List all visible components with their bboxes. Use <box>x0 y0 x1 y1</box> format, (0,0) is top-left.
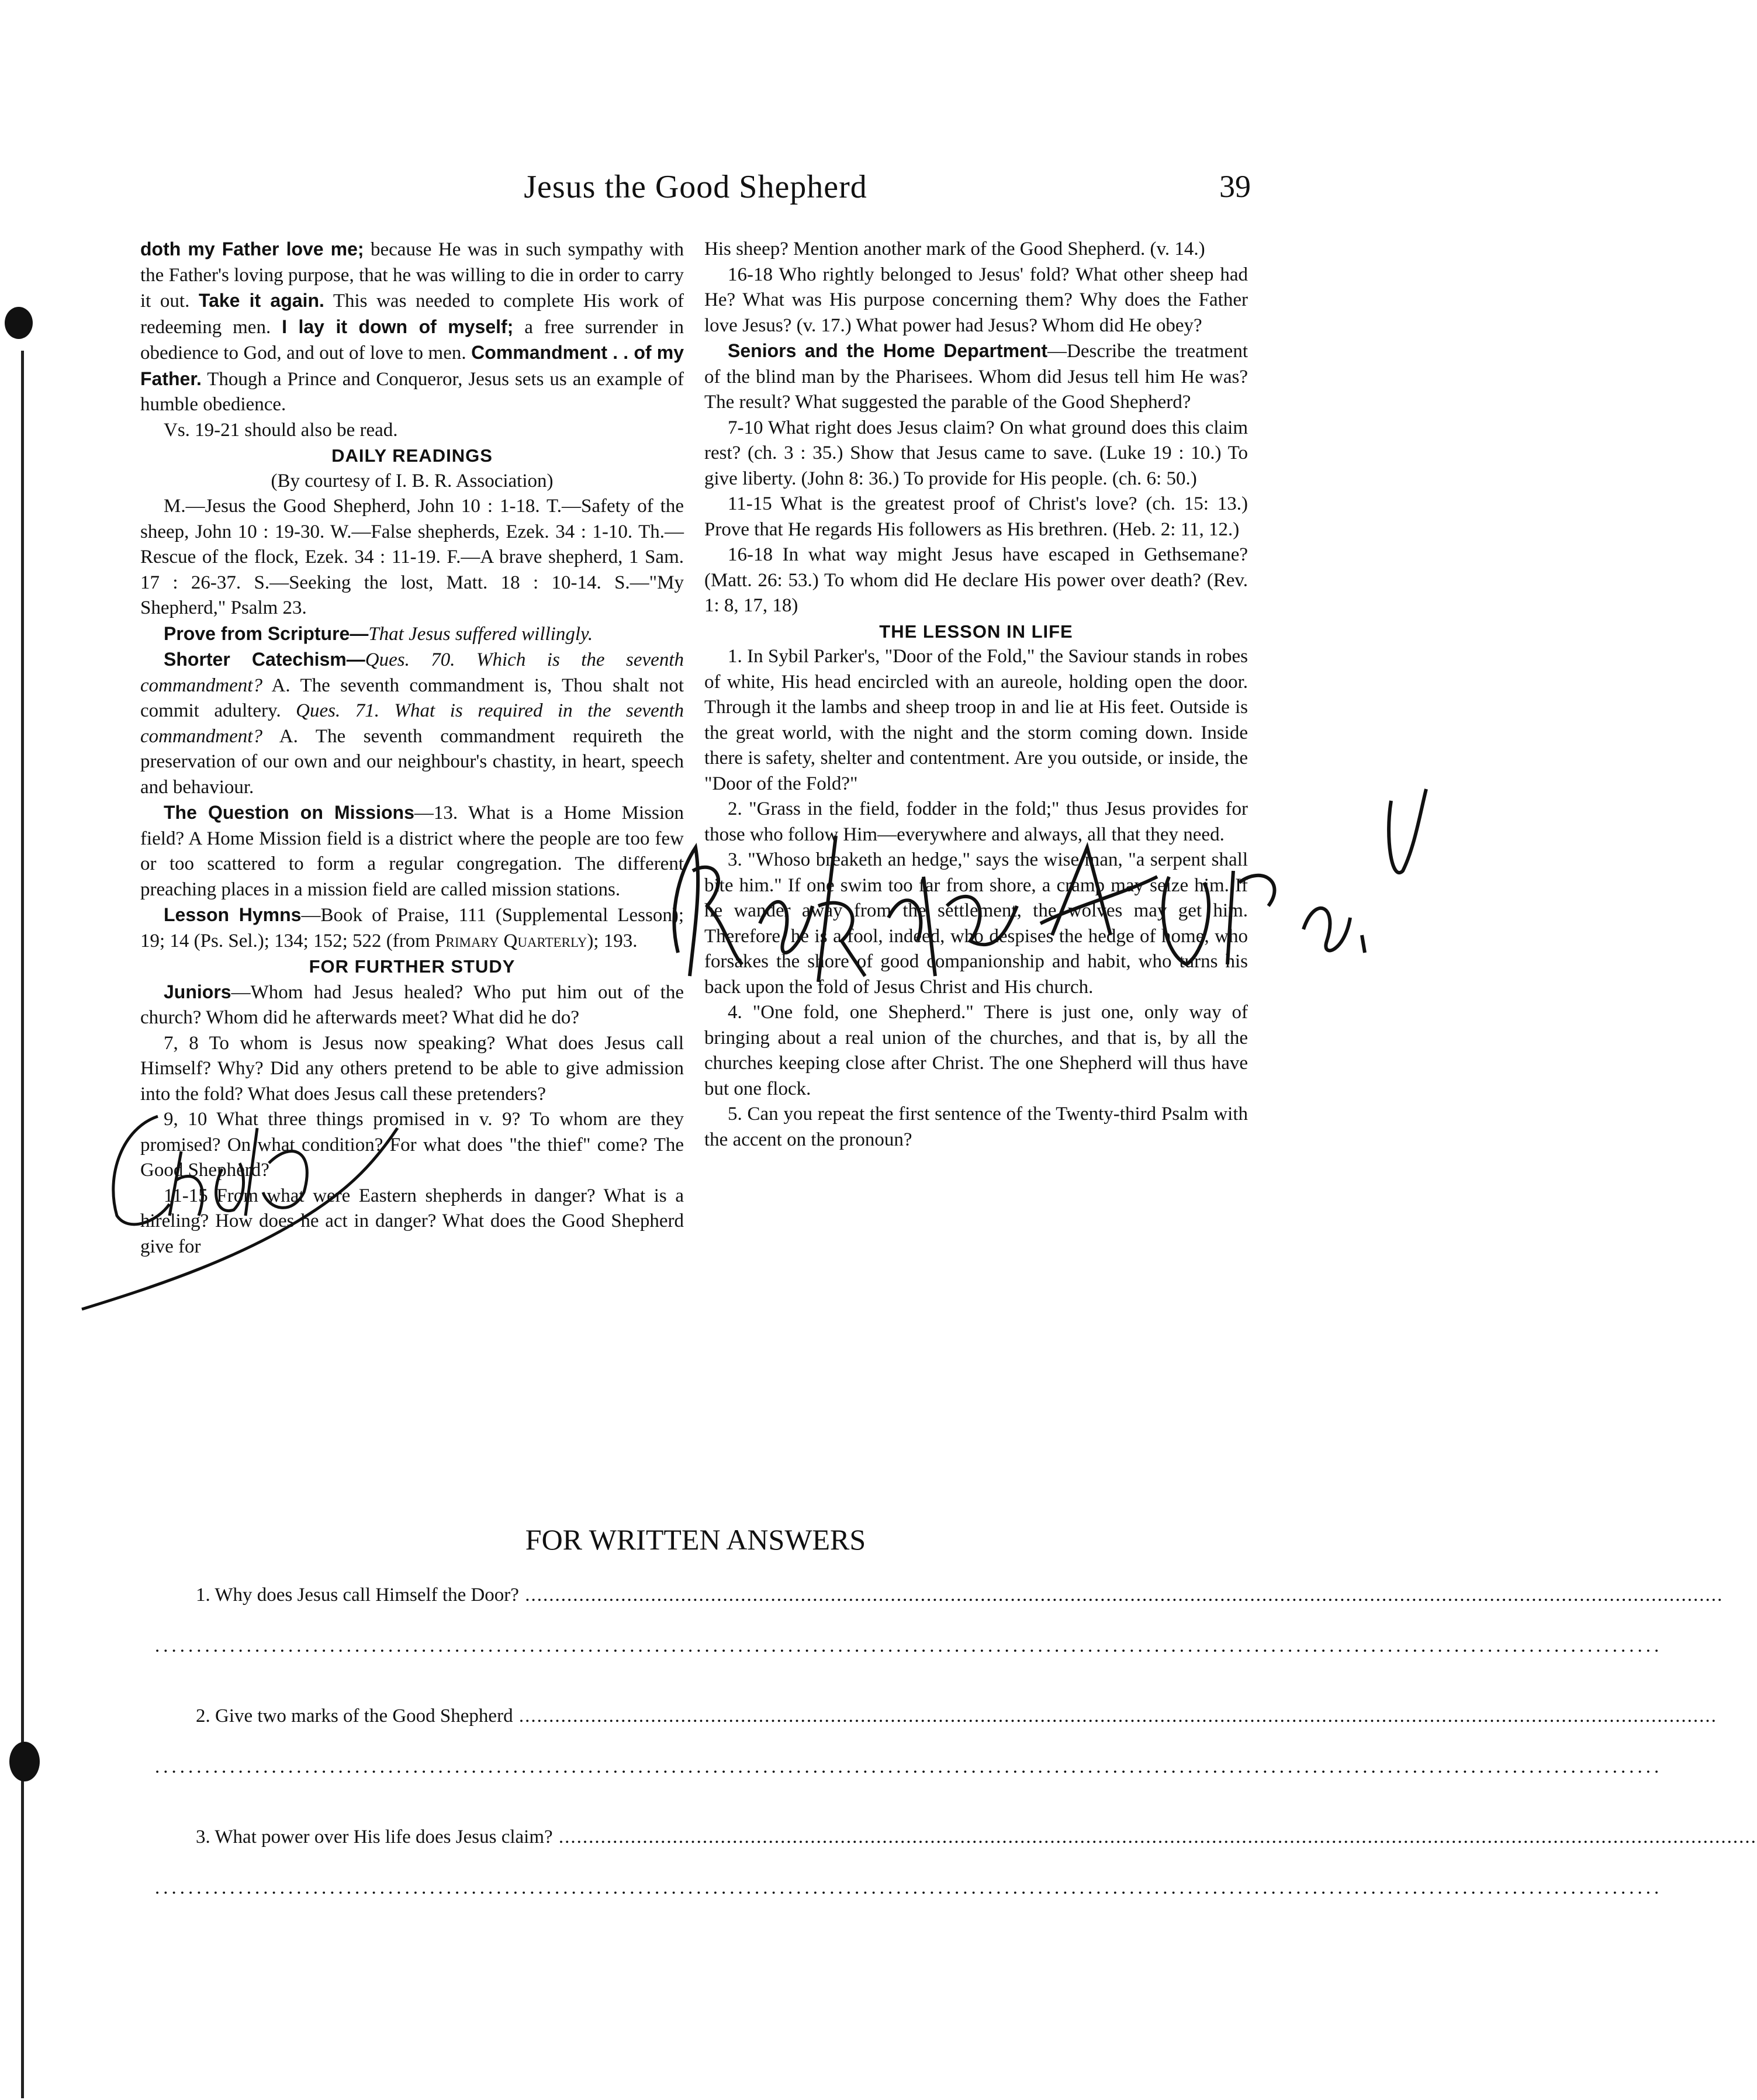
questions-11-15-seniors: 11-15 What is the greatest proof of Christ's love? (ch. 15: 13.) Prove that He regards His followers as His brethren. (Heb. 2: 11, 12.) <box>704 493 1248 540</box>
questions-16-18-juniors: 16-18 Who rightly belonged to Jesus' fold? What other sheep had He? What was His purpose concerning them? Why does the Father love Jesus? (v. 17.) What power had Jesus? Whom did He obey? <box>704 264 1248 336</box>
written-question-2: 2. Give two marks of the Good Shepherd ..... <box>196 1705 1251 1727</box>
questions-7-8: 7, 8 To whom is Jesus now speaking? What does Jesus call Himself? Why? Did any others pretend to be able to give admission into the fold? What does Jesus call these pretenders? <box>140 1032 684 1105</box>
life-point-3: 3. "Whoso breaketh an hedge," says the wise man, "a serpent shall bite him." If one swim too far from shore, a cramp may seize him. If he wander away from the settlement, the wolves may get him. Therefore, he is a fool, indeed, who despises the hedge of home, who forsakes the shore of good companionship and habit, who turns his back upon the fold of Jesus Christ and His church. <box>704 849 1248 998</box>
running-header <box>140 168 1251 221</box>
answer-line-3[interactable]: ..................................................................................................................................................................................... <box>155 1877 1663 1898</box>
further-study-heading: FOR FURTHER STUDY <box>309 956 516 977</box>
life-point-5: 5. Can you repeat the first sentence of the Twenty-third Psalm with the accent on the pronoun? <box>704 1103 1248 1150</box>
written-question-1: 1. Why does Jesus call Himself the Door? ..... <box>196 1584 1251 1606</box>
life-point-1: 1. In Sybil Parker's, "Door of the Fold," the Saviour stands in robes of white, His head encircled with an aureole, holding open the door. Through it the lambs and sheep troop in and lie at His feet. Outside is the great world, with the night and the storm coming down. Inside there is safety, shelter and contentment. Are you outside, or inside, the "Door of the Fold?" <box>704 646 1248 794</box>
page-number: 39 <box>1219 169 1251 204</box>
verses-note: Vs. 19-21 should also be read. <box>164 419 398 441</box>
lesson-in-life-heading: THE LESSON IN LIFE <box>879 621 1073 642</box>
questions-16-18-seniors: 16-18 In what way might Jesus have escaped in Gethsemane? (Matt. 26: 53.) To whom did He declare His power over death? (Rev. 1: 8, 17, 18) <box>704 544 1248 616</box>
binding-edge-line <box>21 351 24 2098</box>
written-answers-section <box>140 1523 1663 1947</box>
right-column <box>704 237 1248 1153</box>
questions-11-15: 11-15 From what were Eastern shepherds in danger? What is a hireling? How does he act in danger? What does the Good Shepherd give for <box>140 1185 684 1257</box>
answer-line-1[interactable]: ..................................................................................................................................................................................... <box>155 1635 1663 1656</box>
written-answers-title: FOR WRITTEN ANSWERS <box>525 1523 866 1556</box>
seniors-home-department: Seniors and the Home Department—Describe the treatment of the blind man by the Pharisees. Whom did Jesus tell him He was? The result? What suggested the parable of the Good Shepherd? <box>704 340 1248 413</box>
questions-7-10: 7-10 What right does Jesus claim? On what ground does this claim rest? (ch. 3 : 35.) Show that Jesus came to save. (Luke 19 : 10.) To give liberty. (John 8: 36.) To provide for His people. (ch. 6: 50.) <box>704 417 1248 489</box>
right-continuation: His sheep? Mention another mark of the Good Shepherd. (v. 14.) <box>704 238 1205 260</box>
paragraph-father-love: doth my Father love me; because He was in such sympathy with the Father's loving purpose, that he was willing to die in order to carry it out. Take it again. This was needed to complete His work of redeeming men. I lay it down of myself; a free surrender in obedience to God, and out of love to men. Commandment . . of my Father. Though a Prince and Conqueror, Jesus sets us an example of humble obedience. <box>140 238 684 415</box>
questions-9-10: 9, 10 What three things promised in v. 9? To whom are they promised? On what condition? For what does "the thief" come? The Good Shepherd? <box>140 1109 684 1181</box>
daily-readings-list: M.—Jesus the Good Shepherd, John 10 : 1-18. T.—Safety of the sheep, John 10 : 19-30. W.—False shepherds, Ezek. 34 : 1-10. Th.—Rescue of the flock, Ezek. 34 : 11-19. F.—A brave shepherd, 1 Sam. 17 : 26-37. S.—Seeking the lost, Matt. 18 : 10-14. S.—"My Shepherd," Psalm 23. <box>140 496 684 618</box>
binding-hole-top <box>5 307 33 339</box>
left-column <box>140 237 684 1260</box>
prove-from-scripture: Prove from Scripture—That Jesus suffered willingly. <box>164 622 593 645</box>
lesson-hymns: Lesson Hymns—Book of Praise, 111 (Supplemental Lesson); 19; 14 (Ps. Sel.); 134; 152; 522 (from Primary Quarterly); 193. <box>140 904 684 952</box>
binding-hole-bottom <box>9 1742 40 1781</box>
life-point-2: 2. "Grass in the field, fodder in the fold;" thus Jesus provides for those who follow Him—everywhere and always, all that they need. <box>704 798 1248 845</box>
written-question-3: 3. What power over His life does Jesus claim? ..... <box>196 1826 1251 1848</box>
answer-line-2[interactable]: ..................................................................................................................................................................................... <box>155 1756 1663 1777</box>
juniors-questions: Juniors—Whom had Jesus healed? Who put him out of the church? Whom did he afterwards meet? What did he do? <box>140 981 684 1028</box>
shorter-catechism: Shorter Catechism—Ques. 70. Which is the seventh commandment? A. The seventh commandment is, Thou shalt not commit adultery. Ques. 71. What is required in the seventh commandment? A. The seventh commandment requireth the preservation of our own and our neighbour's chastity, in heart, speech and behaviour. <box>140 649 684 798</box>
question-on-missions: The Question on Missions—13. What is a Home Mission field? A Home Mission field is a district where the people are too few or too scattered to form a regular congregation. The different preaching places in a mission field are called mission stations. <box>140 802 684 900</box>
daily-readings-heading: DAILY READINGS <box>331 445 493 466</box>
page-title: Jesus the Good Shepherd <box>524 169 867 205</box>
life-point-4: 4. "One fold, one Shepherd." There is just one, only way of bringing about a real union of the churches, and that is, by all the churches keeping close after Christ. The one Shepherd will thus have but one flock. <box>704 1002 1248 1099</box>
daily-readings-courtesy: (By courtesy of I. B. R. Association) <box>271 470 554 492</box>
